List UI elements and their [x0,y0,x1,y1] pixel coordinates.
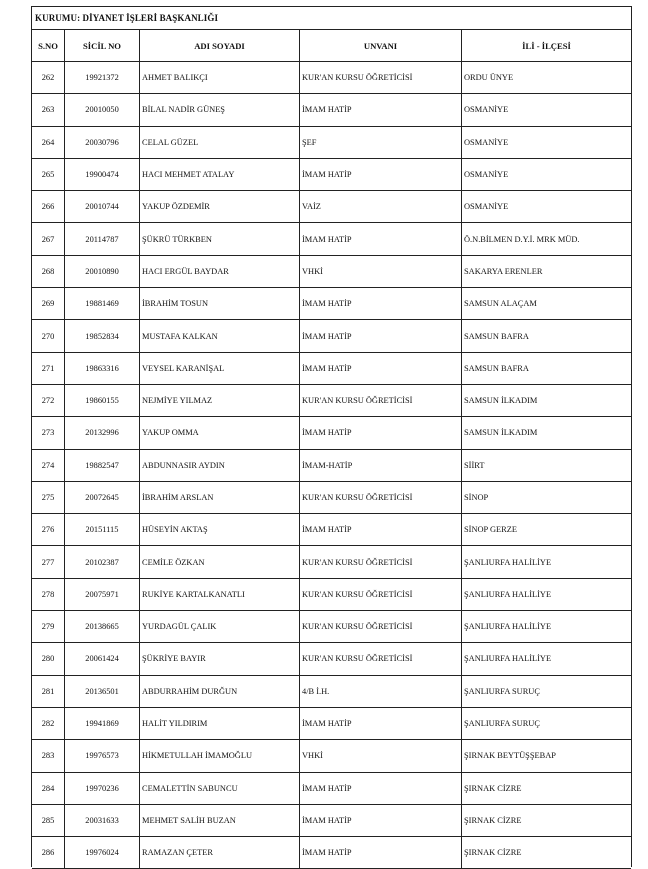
cell-province-district: ŞANLIURFA HALİLİYE [462,611,632,643]
table-row [32,481,631,513]
cell-name: HÜSEYİN AKTAŞ [140,514,300,546]
cell-title: VHKİ [300,740,462,772]
cell-province-district: ŞANLIURFA SURUÇ [462,675,632,707]
table-row [32,126,631,158]
cell-title: İMAM HATİP [300,320,462,352]
cell-name: MUSTAFA KALKAN [140,320,300,352]
table-row [32,675,631,707]
header-sno: S.NO [32,30,65,62]
cell-name: YURDAGÜL ÇALIK [140,611,300,643]
cell-province-district: ORDU ÜNYE [462,62,632,94]
cell-name: NEJMİYE YILMAZ [140,384,300,416]
cell-sicil-no: 19970236 [65,772,140,804]
cell-name: ABDUNNASIR AYDIN [140,449,300,481]
cell-sicil-no: 20138665 [65,611,140,643]
cell-sno: 284 [32,772,65,804]
cell-sno: 275 [32,481,65,513]
header-sicil-no: SİCİL NO [65,30,140,62]
cell-title: İMAM HATİP [300,804,462,836]
cell-name: ŞÜKRÜ TÜRKBEN [140,223,300,255]
cell-sicil-no: 19860155 [65,384,140,416]
cell-sicil-no: 19882547 [65,449,140,481]
table-row [32,417,631,449]
cell-sicil-no: 19852834 [65,320,140,352]
cell-province-district: SAMSUN İLKADIM [462,384,632,416]
table-row [32,94,631,126]
cell-sno: 276 [32,514,65,546]
cell-province-district: SAMSUN ALAÇAM [462,288,632,320]
cell-sno: 273 [32,417,65,449]
cell-sno: 266 [32,191,65,223]
cell-sicil-no: 20132996 [65,417,140,449]
cell-title: İMAM HATİP [300,772,462,804]
cell-sno: 265 [32,158,65,190]
cell-title: İMAM HATİP [300,288,462,320]
cell-province-district: OSMANİYE [462,191,632,223]
cell-title: İMAM HATİP [300,158,462,190]
cell-sno: 274 [32,449,65,481]
cell-sno: 271 [32,352,65,384]
table-row [32,611,631,643]
cell-province-district: ŞANLIURFA HALİLİYE [462,578,632,610]
cell-province-district: SAMSUN BAFRA [462,320,632,352]
cell-province-district: ŞIRNAK CİZRE [462,772,632,804]
table-row [32,191,631,223]
cell-name: İBRAHİM ARSLAN [140,481,300,513]
cell-sicil-no: 19881469 [65,288,140,320]
cell-sicil-no: 20102387 [65,546,140,578]
cell-sno: 279 [32,611,65,643]
cell-sno: 264 [32,126,65,158]
cell-title: KUR'AN KURSU ÖĞRETİCİSİ [300,643,462,675]
table-row [32,643,631,675]
table-row [32,352,631,384]
cell-sno: 277 [32,546,65,578]
cell-title: İMAM HATİP [300,707,462,739]
cell-sno: 278 [32,578,65,610]
cell-province-district: SİNOP GERZE [462,514,632,546]
document-sheet [31,6,632,867]
table-row [32,288,631,320]
cell-name: HALİT YILDIRIM [140,707,300,739]
header-province-district: İLİ - İLÇESİ [462,30,632,62]
header-title: UNVANI [300,30,462,62]
table-row [32,384,631,416]
cell-name: HİKMETULLAH İMAMOĞLU [140,740,300,772]
cell-province-district: SAMSUN BAFRA [462,352,632,384]
cell-sno: 269 [32,288,65,320]
cell-title: İMAM HATİP [300,94,462,126]
cell-sicil-no: 20114787 [65,223,140,255]
table-row [32,223,631,255]
cell-sno: 281 [32,675,65,707]
cell-sicil-no: 19863316 [65,352,140,384]
table-header-row [32,30,631,62]
cell-sno: 268 [32,255,65,287]
cell-province-district: ŞIRNAK BEYTÜŞŞEBAP [462,740,632,772]
cell-name: BİLAL NADİR GÜNEŞ [140,94,300,126]
cell-sicil-no: 20075971 [65,578,140,610]
cell-title: VHKİ [300,255,462,287]
cell-title: İMAM HATİP [300,223,462,255]
cell-name: İBRAHİM TOSUN [140,288,300,320]
cell-title: İMAM HATİP [300,837,462,869]
cell-sno: 267 [32,223,65,255]
table-row [32,158,631,190]
header-name: ADI SOYADI [140,30,300,62]
cell-sno: 263 [32,94,65,126]
cell-name: CELAL GÜZEL [140,126,300,158]
cell-name: HACI MEHMET ATALAY [140,158,300,190]
cell-province-district: OSMANİYE [462,94,632,126]
table-row [32,707,631,739]
cell-sicil-no: 20072645 [65,481,140,513]
cell-sicil-no: 20151115 [65,514,140,546]
cell-sicil-no: 19921372 [65,62,140,94]
table-row [32,546,631,578]
cell-name: CEMİLE ÖZKAN [140,546,300,578]
cell-title: 4/B İ.H. [300,675,462,707]
cell-sicil-no: 19900474 [65,158,140,190]
cell-title: İMAM HATİP [300,417,462,449]
table-row [32,740,631,772]
cell-name: ABDURRAHİM DURĞUN [140,675,300,707]
cell-title: KUR'AN KURSU ÖĞRETİCİSİ [300,62,462,94]
cell-sno: 282 [32,707,65,739]
cell-name: VEYSEL KARANİŞAL [140,352,300,384]
cell-province-district: SİNOP [462,481,632,513]
cell-sno: 286 [32,837,65,869]
cell-sno: 285 [32,804,65,836]
table-row [32,578,631,610]
cell-province-district: ŞANLIURFA HALİLİYE [462,643,632,675]
cell-sno: 272 [32,384,65,416]
cell-sno: 270 [32,320,65,352]
table-row [32,804,631,836]
cell-name: CEMALETTİN SABUNCU [140,772,300,804]
cell-name: ŞÜKRİYE BAYIR [140,643,300,675]
cell-title: KUR'AN KURSU ÖĞRETİCİSİ [300,481,462,513]
table-row [32,62,631,94]
cell-name: RUKİYE KARTALKANATLI [140,578,300,610]
cell-province-district: SAMSUN İLKADIM [462,417,632,449]
cell-title: İMAM HATİP [300,514,462,546]
cell-sicil-no: 20030796 [65,126,140,158]
cell-sicil-no: 19976024 [65,837,140,869]
cell-sicil-no: 20010890 [65,255,140,287]
cell-province-district: ŞANLIURFA SURUÇ [462,707,632,739]
table-row [32,320,631,352]
cell-province-district: ŞIRNAK CİZRE [462,837,632,869]
cell-name: HACI ERGÜL BAYDAR [140,255,300,287]
cell-province-district: SİİRT [462,449,632,481]
cell-name: RAMAZAN ÇETER [140,837,300,869]
cell-name: AHMET BALIKÇI [140,62,300,94]
table-row [32,514,631,546]
table-row [32,772,631,804]
cell-title: VAİZ [300,191,462,223]
cell-province-district: SAKARYA ERENLER [462,255,632,287]
cell-sicil-no: 20010050 [65,94,140,126]
cell-name: YAKUP OMMA [140,417,300,449]
cell-sicil-no: 20031633 [65,804,140,836]
cell-name: MEHMET SALİH BUZAN [140,804,300,836]
cell-title: ŞEF [300,126,462,158]
table-row [32,449,631,481]
cell-title: İMAM-HATİP [300,449,462,481]
cell-title: İMAM HATİP [300,352,462,384]
cell-title: KUR'AN KURSU ÖĞRETİCİSİ [300,578,462,610]
table-body [32,62,631,869]
cell-province-district: ŞANLIURFA HALİLİYE [462,546,632,578]
table-row [32,255,631,287]
cell-sicil-no: 19941869 [65,707,140,739]
cell-title: KUR'AN KURSU ÖĞRETİCİSİ [300,384,462,416]
personnel-table [32,30,631,869]
cell-sicil-no: 20136501 [65,675,140,707]
cell-province-district: ŞIRNAK CİZRE [462,804,632,836]
cell-sno: 283 [32,740,65,772]
cell-sicil-no: 20061424 [65,643,140,675]
cell-province-district: OSMANİYE [462,126,632,158]
institution-title: KURUMU: DİYANET İŞLERİ BAŞKANLIĞI [32,7,631,30]
cell-sno: 280 [32,643,65,675]
cell-title: KUR'AN KURSU ÖĞRETİCİSİ [300,546,462,578]
cell-sicil-no: 19976573 [65,740,140,772]
cell-province-district: OSMANİYE [462,158,632,190]
cell-province-district: Ö.N.BİLMEN D.Y.İ. MRK MÜD. [462,223,632,255]
cell-sno: 262 [32,62,65,94]
cell-sicil-no: 20010744 [65,191,140,223]
cell-title: KUR'AN KURSU ÖĞRETİCİSİ [300,611,462,643]
cell-name: YAKUP ÖZDEMİR [140,191,300,223]
